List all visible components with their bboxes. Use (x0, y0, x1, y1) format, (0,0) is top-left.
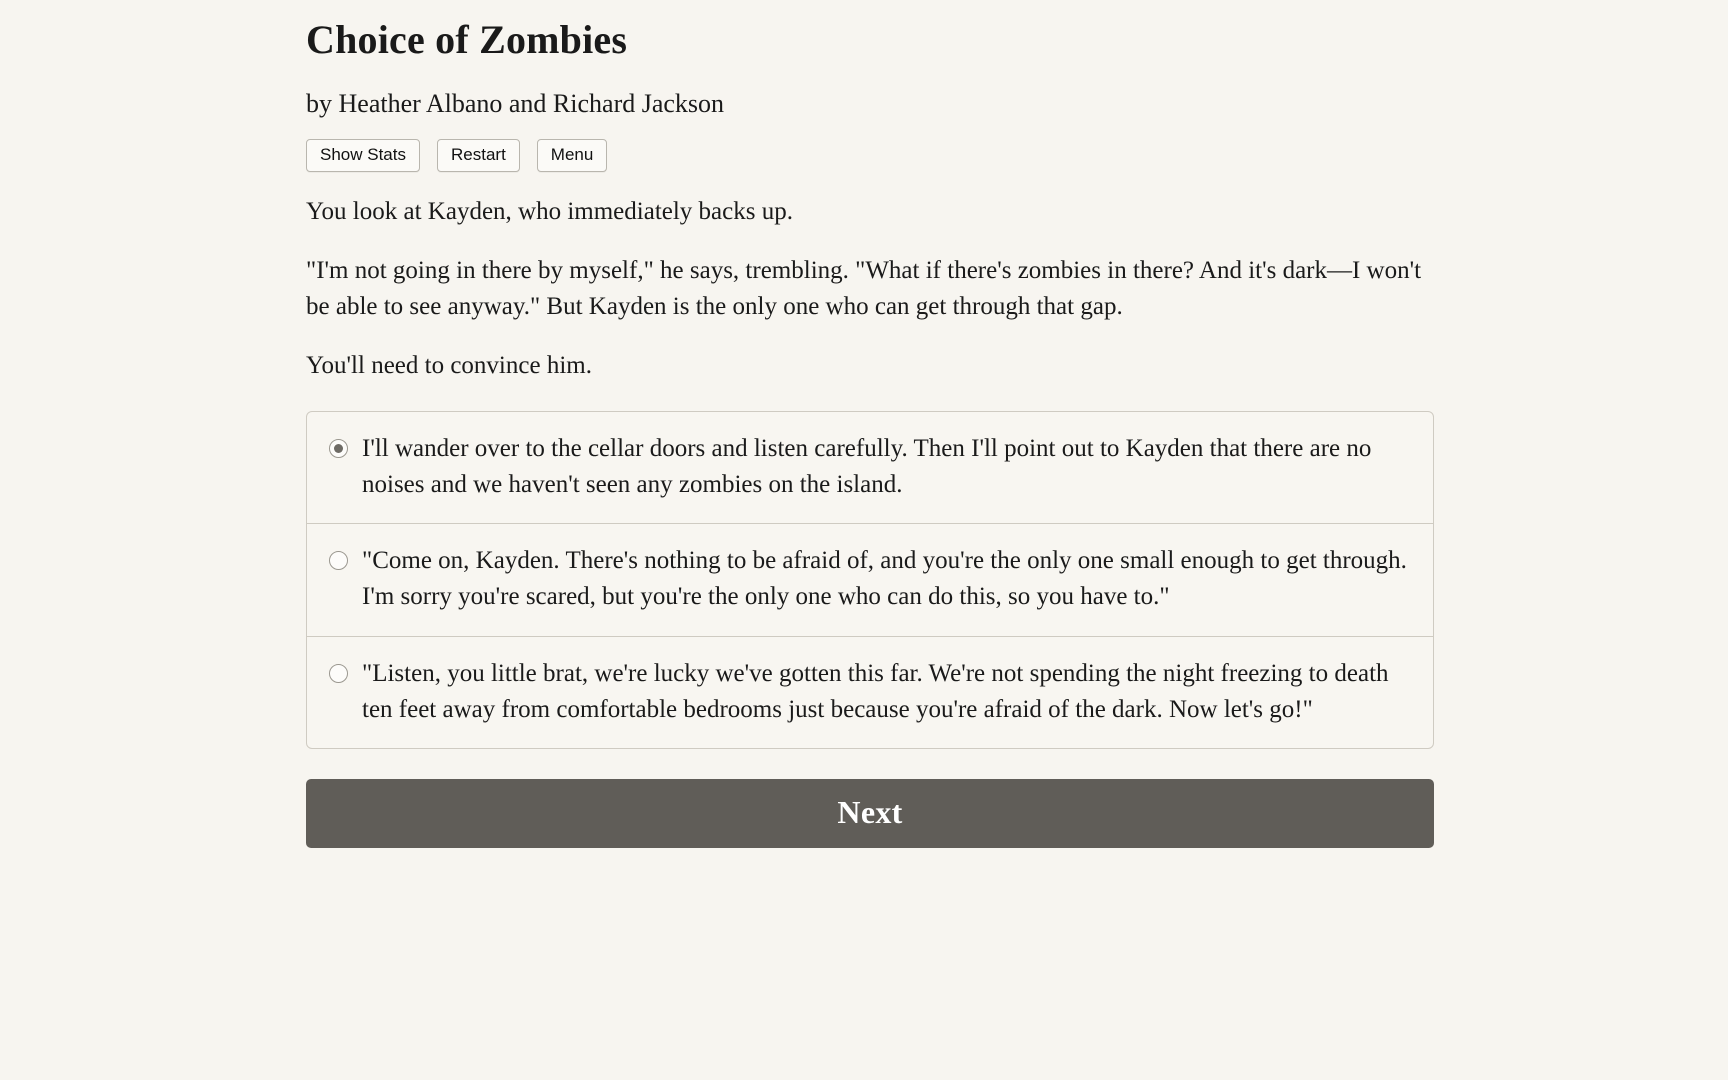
choice-label: I'll wander over to the cellar doors and listen carefully. Then I'll point out to Kayden that there are no noises and we haven't seen any zombies on the island. (362, 434, 1372, 498)
story-paragraph: You'll need to convince him. (306, 352, 592, 380)
game-toolbar (306, 139, 1434, 172)
radio-button-icon[interactable] (329, 664, 348, 683)
restart-button[interactable]: Restart (437, 139, 520, 172)
choice-label: "Listen, you little brat, we're lucky we've gotten this far. We're not spending the night freezing to death ten feet away from comfortable bedrooms just because you're afraid of the dark. Now let's go!" (362, 659, 1389, 723)
next-button[interactable]: Next (306, 779, 1434, 848)
radio-button-icon[interactable] (329, 439, 348, 458)
radio-button-icon[interactable] (329, 551, 348, 570)
game-content-column (306, 18, 1434, 848)
choice-option-2[interactable] (307, 524, 1433, 637)
show-stats-button[interactable]: Show Stats (306, 139, 420, 172)
menu-button[interactable]: Menu (537, 139, 608, 172)
page-title: Choice of Zombies (306, 17, 628, 62)
choice-list (306, 411, 1434, 750)
choice-option-1[interactable] (307, 412, 1433, 525)
story-paragraph: "I'm not going in there by myself," he says, trembling. "What if there's zombies in there? And it's dark—I won't be able to see anyway." But Kayden is the only one who can get through that gap. (306, 256, 1422, 321)
story-paragraph: You look at Kayden, who immediately backs up. (306, 197, 793, 225)
choice-option-3[interactable] (307, 637, 1433, 749)
author-byline: by Heather Albano and Richard Jackson (306, 89, 725, 118)
choice-label: "Come on, Kayden. There's nothing to be afraid of, and you're the only one small enough to get through. I'm sorry you're scared, but you're the only one who can do this, so you have to." (362, 547, 1407, 611)
